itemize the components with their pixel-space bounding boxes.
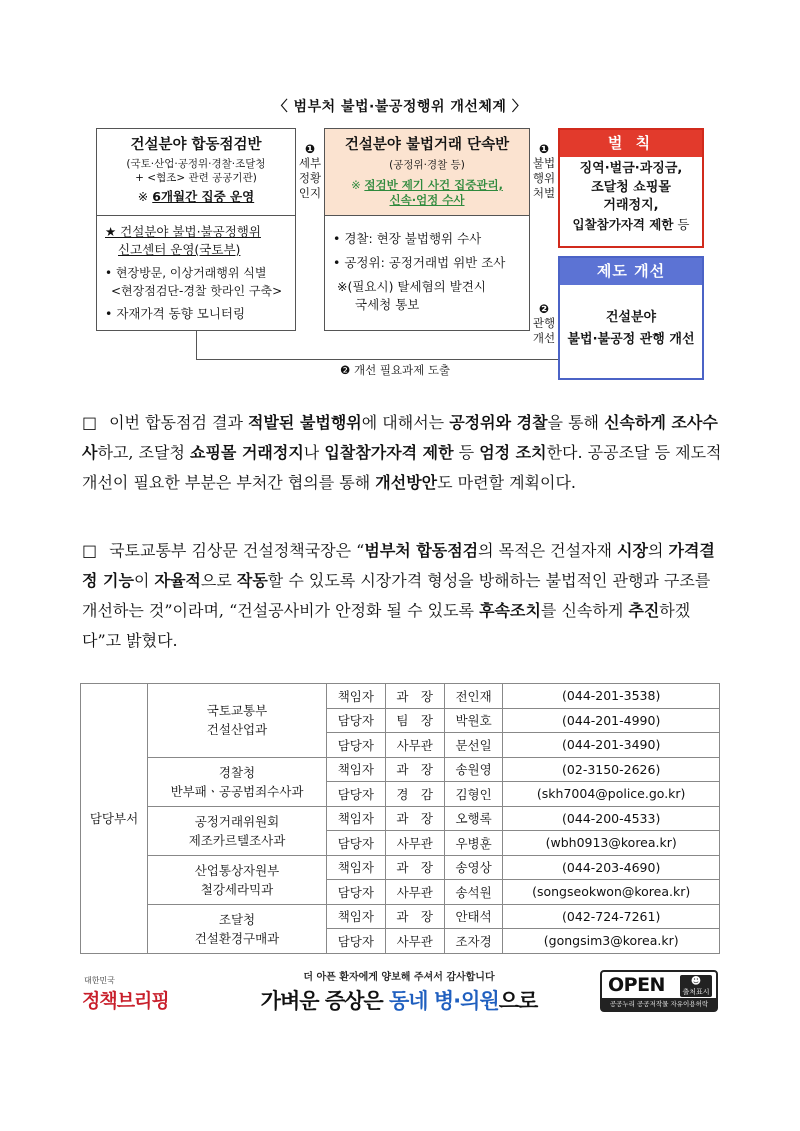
- enforcement-team-note-2: 신속·엄정 수사: [389, 193, 465, 207]
- license-badge: [680, 975, 712, 997]
- policy-briefing-logo: [82, 975, 182, 1013]
- open-text: OPEN: [608, 974, 665, 996]
- connector-vertical: [196, 331, 197, 360]
- department-name: [148, 757, 327, 806]
- paragraph-segment: 으로: [200, 571, 237, 590]
- diagram-title: 〈 범부처 불법·불공정행위 개선체계 〉: [273, 99, 527, 115]
- enforcement-team-members: (공정위·경찰 등): [389, 159, 465, 171]
- emphasis-text: 입찰참가자격 제한: [324, 443, 454, 462]
- link-label: 개선: [532, 331, 556, 345]
- list-item: • 경찰: 현장 불법행위 수사: [333, 231, 482, 246]
- logo-main-text: 정책브리핑: [82, 990, 169, 1012]
- enforcement-team-note: [325, 178, 529, 193]
- penalty-restriction: 입찰참가자격 제한: [572, 216, 674, 232]
- contact-title: 과 장: [385, 684, 444, 709]
- contact-title: 팀 장: [385, 708, 444, 733]
- department-line: 제조카르텔조사과: [188, 832, 286, 848]
- contact-role: 담당자: [327, 831, 386, 856]
- table-row: [81, 757, 720, 782]
- emphasis-text: 작동: [236, 571, 268, 590]
- paragraph-statement: [82, 536, 722, 656]
- penalty-title: 벌 칙: [560, 130, 702, 157]
- list-item: 신고센터 운영(국토부): [118, 242, 241, 257]
- contact-info: (wbh0913@korea.kr): [503, 831, 720, 856]
- reform-content: [560, 285, 702, 351]
- department-label: 담당부서: [81, 684, 148, 954]
- paragraph-segment: 를 신속하게: [540, 601, 629, 620]
- contact-title: 사무관: [385, 733, 444, 758]
- penalty-line: 거래정지,: [603, 198, 659, 213]
- list-item: • 현장방문, 이상거래행위 식별: [105, 266, 267, 280]
- paragraph-enforcement: [82, 408, 722, 498]
- contact-info: (02-3150-2626): [503, 757, 720, 782]
- emphasis-text: 가격결정 기능: [82, 541, 715, 590]
- paragraph-segment: 하겠다”고 밝혔다.: [82, 601, 691, 650]
- paragraph-segment: 도 마련할 계획이다.: [437, 473, 577, 492]
- contact-role: 담당자: [327, 929, 386, 954]
- penalty-line: 조달청 쇼핑몰: [591, 179, 671, 195]
- contact-role: 책임자: [327, 757, 386, 782]
- paragraph-marker: □: [82, 541, 98, 560]
- banner-highlight: 동네 병·의원: [389, 989, 499, 1013]
- contact-info: (042-724-7261): [503, 904, 720, 929]
- emphasis-text: 시장: [617, 541, 648, 560]
- campaign-banner: [218, 968, 580, 1015]
- joint-inspection-cooperation: + <협조> 관련 공공기관): [135, 172, 257, 184]
- note-prefix: ※: [137, 189, 153, 204]
- link-punishment: [530, 142, 558, 201]
- contact-name: 김형인: [444, 782, 503, 807]
- paragraph-segment: 할 수 있도록 시장가격 형성을 방해하는 불법적인 관행과 구조를 개선하는 것”이라며, “건설공사비가 안정화 될 수 있도록: [82, 571, 711, 620]
- paragraph-segment: 의 목적은 건설자재: [478, 541, 618, 560]
- contact-info: (songseokwon@korea.kr): [503, 880, 720, 905]
- contact-name: 송원영: [444, 757, 503, 782]
- contact-name: 조자경: [444, 929, 503, 954]
- emphasis-text: 추진: [628, 601, 660, 620]
- department-line: 공정거래위원회: [194, 813, 280, 829]
- banner-part: 가벼운 증상은: [260, 989, 390, 1013]
- list-item: • 자재가격 동향 모니터링: [105, 306, 246, 321]
- contact-role: 책임자: [327, 904, 386, 929]
- contact-info: (044-201-3490): [503, 733, 720, 758]
- paragraph-segment: 등: [453, 443, 480, 462]
- contact-name: 전인재: [444, 684, 503, 709]
- open-sub-text: 공공누리 공공저작물 자유이용허락: [602, 998, 716, 1010]
- step-two-mark: ❷: [538, 302, 550, 316]
- person-icon: ☻: [690, 976, 702, 987]
- contact-info: (044-200-4533): [503, 806, 720, 831]
- emphasis-text: 후속조치: [479, 601, 541, 620]
- contact-title: 과 장: [385, 855, 444, 880]
- department-line: 국토교통부: [206, 703, 268, 719]
- contact-table: [80, 683, 720, 954]
- joint-inspection-list: [97, 216, 295, 323]
- link-label: 인지: [298, 186, 322, 200]
- contact-info: (044-203-4690): [503, 855, 720, 880]
- penalty-line: [560, 216, 702, 235]
- list-item: <현장점검단-경찰 핫라인 구축>: [111, 284, 283, 298]
- emphasis-text: 쇼핑몰 거래정지: [190, 443, 304, 462]
- joint-inspection-header: [97, 129, 295, 216]
- penalty-box: [558, 128, 704, 248]
- open-license-mark: [600, 970, 718, 1012]
- contact-name: 안태석: [444, 904, 503, 929]
- contact-title: 과 장: [385, 806, 444, 831]
- department-line: 산업통상자원부: [194, 862, 280, 878]
- emphasis-text: 범부처 합동점검: [364, 541, 479, 560]
- emphasis-text: 신속하게 조사수사: [82, 413, 718, 462]
- department-line: 철강세라믹과: [200, 881, 274, 897]
- note-text: 점검반 제기 사건 집중관리,: [364, 178, 503, 192]
- emphasis-text: 적발된 불법행위: [248, 413, 362, 432]
- list-item: 국세청 통보: [355, 297, 420, 312]
- emphasis-text: 엄정 조치: [479, 443, 547, 462]
- list-item: ★ 건설분야 불법·불공정행위: [105, 224, 261, 239]
- emphasis-text: 개선방안: [375, 473, 438, 492]
- list-item: • 공정위: 공정거래법 위반 조사: [333, 255, 506, 270]
- department-name: [148, 806, 327, 855]
- list-item: ※(필요시) 탈세혐의 발견시: [337, 279, 486, 294]
- contact-name: 박원호: [444, 708, 503, 733]
- link-label: 불법: [532, 156, 556, 170]
- table-row: [81, 806, 720, 831]
- contact-role: 담당자: [327, 733, 386, 758]
- contact-title: 사무관: [385, 880, 444, 905]
- link-label: 관행: [532, 316, 556, 330]
- department-line: 조달청: [218, 911, 256, 927]
- paragraph-segment: 하고, 조달청: [97, 443, 191, 462]
- paragraph-segment: 한다. 공공조달 등 제도적 개선이 필요한 부분은 부처간 협의를 통해: [82, 443, 722, 492]
- paragraph-segment: 이번 합동점검 결과: [104, 413, 248, 432]
- joint-inspection-box: [96, 128, 296, 331]
- connector-label: ❷ 개선 필요과제 도출: [340, 363, 451, 377]
- contact-title: 과 장: [385, 904, 444, 929]
- link-label: 세부: [298, 156, 322, 170]
- contact-info: (044-201-3538): [503, 684, 720, 709]
- reform-box: [558, 256, 704, 380]
- joint-inspection-members: (국토·산업·공정위·경찰·조달청: [126, 158, 266, 170]
- paragraph-segment: 에 대해서는: [361, 413, 450, 432]
- step-one-mark: ❶: [304, 142, 316, 156]
- connector-horizontal: [196, 359, 558, 360]
- contact-info: (044-201-4990): [503, 708, 720, 733]
- penalty-content: [560, 157, 702, 234]
- paragraph-text: [82, 541, 715, 650]
- contact-title: 사무관: [385, 929, 444, 954]
- contact-role: 책임자: [327, 684, 386, 709]
- link-label: 행위: [532, 171, 556, 185]
- note-prefix: ※: [351, 178, 365, 192]
- banner-part: 으로: [498, 989, 538, 1013]
- enforcement-team-box: [324, 128, 530, 331]
- reform-line: 불법·불공정 관행 개선: [567, 332, 695, 347]
- contact-title: 과 장: [385, 757, 444, 782]
- joint-inspection-note: [97, 189, 295, 204]
- contact-name: 문선일: [444, 733, 503, 758]
- logo-small-text: 대한민국: [84, 976, 115, 985]
- paragraph-segment: 을 통해: [547, 413, 605, 432]
- contact-role: 담당자: [327, 708, 386, 733]
- emphasis-text: 자율적: [154, 571, 201, 590]
- link-practice-improvement: [530, 302, 558, 346]
- contact-title: 사무관: [385, 831, 444, 856]
- contact-role: 담당자: [327, 782, 386, 807]
- enforcement-team-title: 건설분야 불법거래 단속반: [344, 137, 510, 153]
- table-row: [81, 904, 720, 929]
- paragraph-segment: 국토교통부 김상문 건설정책국장은 “: [104, 541, 365, 560]
- contact-role: 책임자: [327, 855, 386, 880]
- contact-info: (gongsim3@korea.kr): [503, 929, 720, 954]
- department-name: [148, 684, 327, 758]
- reform-line: 건설분야: [605, 310, 657, 325]
- license-badge-text: 출처표시: [682, 988, 710, 996]
- table-row: [81, 855, 720, 880]
- link-label: 정황: [298, 171, 322, 185]
- contact-name: 송영상: [444, 855, 503, 880]
- enforcement-team-header: [325, 129, 529, 216]
- penalty-line: 징역·벌금·과징금,: [579, 161, 683, 176]
- paragraph-segment: 의: [647, 541, 669, 560]
- penalty-etc: 등: [673, 216, 690, 232]
- contact-name: 오행록: [444, 806, 503, 831]
- paragraph-text: [82, 413, 722, 492]
- note-text: 6개월간 집중 운영: [152, 189, 255, 204]
- joint-inspection-title: 건설분야 합동점검반: [130, 137, 262, 153]
- paragraph-segment: 나: [303, 443, 325, 462]
- paragraph-marker: □: [82, 413, 98, 432]
- table-row: [81, 684, 720, 709]
- reform-title: 제도 개선: [560, 258, 702, 285]
- step-one-mark: ❶: [538, 142, 550, 156]
- contact-name: 우병훈: [444, 831, 503, 856]
- emphasis-text: 공정위와 경찰: [449, 413, 548, 432]
- department-name: [148, 855, 327, 904]
- banner-top-text: 더 아픈 환자에게 양보해 주셔서 감사합니다: [303, 972, 495, 983]
- department-line: 건설환경구매과: [194, 930, 280, 946]
- contact-name: 송석원: [444, 880, 503, 905]
- enforcement-team-list: [325, 216, 529, 314]
- banner-main-text: [218, 985, 580, 1015]
- contact-role: 담당자: [327, 880, 386, 905]
- contact-info: (skh7004@police.go.kr): [503, 782, 720, 807]
- contact-title: 경 감: [385, 782, 444, 807]
- department-line: 건설산업과: [206, 722, 268, 738]
- paragraph-segment: 이: [133, 571, 155, 590]
- contact-role: 책임자: [327, 806, 386, 831]
- link-label: 처벌: [532, 186, 556, 200]
- department-name: [148, 904, 327, 953]
- link-detail-recognition: [296, 142, 324, 201]
- department-line: 반부패ㆍ공공범죄수사과: [170, 783, 304, 799]
- department-line: 경찰청: [218, 764, 256, 780]
